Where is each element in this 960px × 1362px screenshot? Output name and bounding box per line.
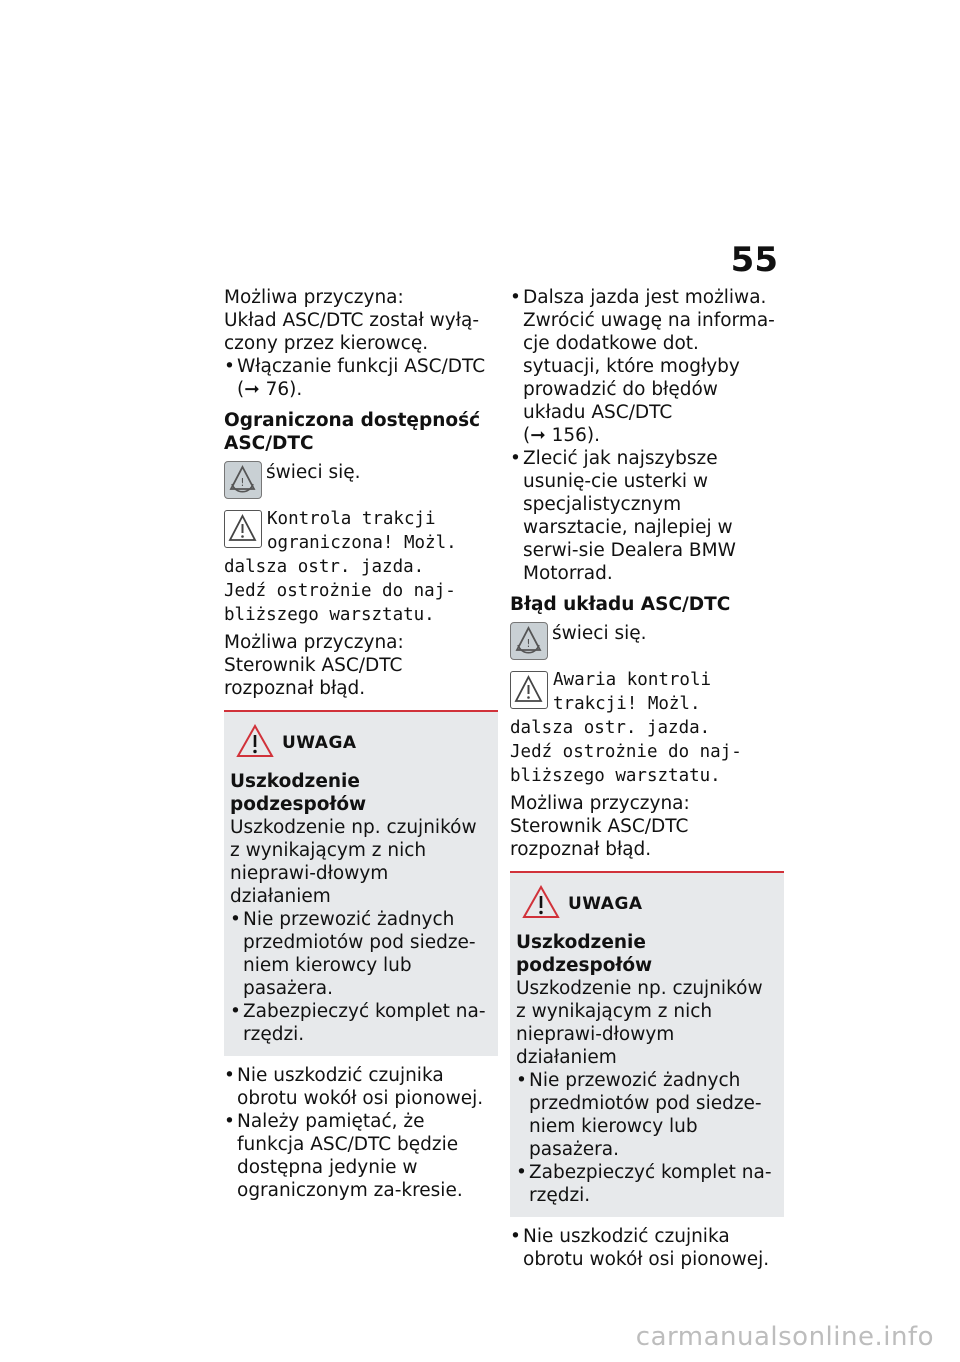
bullet-item <box>510 286 778 447</box>
notice-bullet: • Nie przewozić żadnych przedmiotów pod siedze-niem kierowcy lub pasażera. <box>230 908 492 1000</box>
display-message <box>510 668 778 788</box>
display-line: Awaria kontroli <box>553 670 712 690</box>
notice-body: Uszkodzenie np. czujników z wynikającym z nich nieprawi-dłowym działaniem <box>516 978 763 1068</box>
display-line: bliższego warsztatu. <box>224 605 435 625</box>
cause-label: Możliwa przyczyna: <box>510 793 690 814</box>
display-line: Jedź ostrożnie do naj- <box>510 742 742 762</box>
indicator-status: świeci się. <box>266 462 361 483</box>
warning-symbol-icon <box>510 671 548 709</box>
bullet-text: Włączanie funkcji ASC/DTC <box>237 356 486 377</box>
bullet-item: • Nie uszkodzić czujnika obrotu wokół osi pionowej. <box>224 1064 492 1110</box>
display-line: dalsza ostr. jazda. <box>510 718 711 738</box>
svg-text:!: ! <box>240 476 245 489</box>
page-reference[interactable]: (➞ 156). <box>523 425 601 446</box>
page-number: 55 <box>730 240 778 280</box>
display-line: ograniczona! Możl. <box>267 533 457 553</box>
warning-symbol-icon <box>224 510 262 548</box>
bullet-item: • Nie uszkodzić czujnika obrotu wokół osi pionowej. <box>510 1225 778 1271</box>
left-column <box>224 286 492 1202</box>
page-reference[interactable]: (➞ 76). <box>237 379 303 400</box>
display-line: Kontrola trakcji <box>267 509 436 529</box>
display-line: Jedź ostrożnie do naj- <box>224 581 456 601</box>
indicator-row <box>510 622 778 660</box>
cause-text: Układ ASC/DTC został wyłą-czony przez kierowcę. <box>224 310 480 354</box>
notice-subtitle: Uszkodzenie podzespołów <box>516 932 653 976</box>
notice-box <box>510 871 784 1217</box>
bullet-item: • Należy pamiętać, że funkcja ASC/DTC będzie dostępna jedynie w ograniczonym za-kresie. <box>224 1110 492 1202</box>
watermark: carmanualsonline.info <box>635 1322 934 1352</box>
cause-label: Możliwa przyczyna: <box>224 287 404 308</box>
cause-text: Sterownik ASC/DTC rozpoznał błąd. <box>510 816 689 860</box>
display-line: trakcji! Możl. <box>553 694 701 714</box>
right-column <box>510 286 778 1271</box>
display-line: bliższego warsztatu. <box>510 766 721 786</box>
indicator-status: świeci się. <box>552 623 647 644</box>
bullet-item: • Zlecić jak najszybsze usunię-cie usterki w specjalistycznym warsztacie, najlepiej w serwi-sie Dealera BMW Motorrad. <box>510 447 778 585</box>
bullet-item <box>224 355 492 401</box>
indicator-row <box>224 461 492 499</box>
dtc-indicator-icon <box>510 622 548 660</box>
notice-box <box>224 710 498 1056</box>
cause-label: Możliwa przyczyna: <box>224 632 404 653</box>
section-heading: Błąd układu ASC/DTC <box>510 594 731 615</box>
cause-text: Sterownik ASC/DTC rozpoznał błąd. <box>224 655 403 699</box>
display-message <box>224 507 492 627</box>
section-heading: Ograniczona dostępność ASC/DTC <box>224 410 481 454</box>
caution-triangle-icon <box>522 885 560 923</box>
svg-text:!: ! <box>526 637 531 650</box>
notice-title: UWAGA <box>282 733 357 753</box>
notice-subtitle: Uszkodzenie podzespołów <box>230 771 367 815</box>
caution-triangle-icon <box>236 724 274 762</box>
display-line: dalsza ostr. jazda. <box>224 557 425 577</box>
notice-bullet: • Zabezpieczyć komplet na-rzędzi. <box>516 1161 778 1207</box>
notice-bullet: • Nie przewozić żadnych przedmiotów pod siedze-niem kierowcy lub pasażera. <box>516 1069 778 1161</box>
bullet-text: Dalsza jazda jest możliwa. Zwrócić uwagę na informa-cje dodatkowe dot. sytuacji, które mogłyby prowadzić do błędów układu ASC/DTC <box>523 287 775 423</box>
notice-title: UWAGA <box>568 894 643 914</box>
notice-bullet: • Zabezpieczyć komplet na-rzędzi. <box>230 1000 492 1046</box>
notice-body: Uszkodzenie np. czujników z wynikającym z nich nieprawi-dłowym działaniem <box>230 817 477 907</box>
dtc-indicator-icon <box>224 461 262 499</box>
